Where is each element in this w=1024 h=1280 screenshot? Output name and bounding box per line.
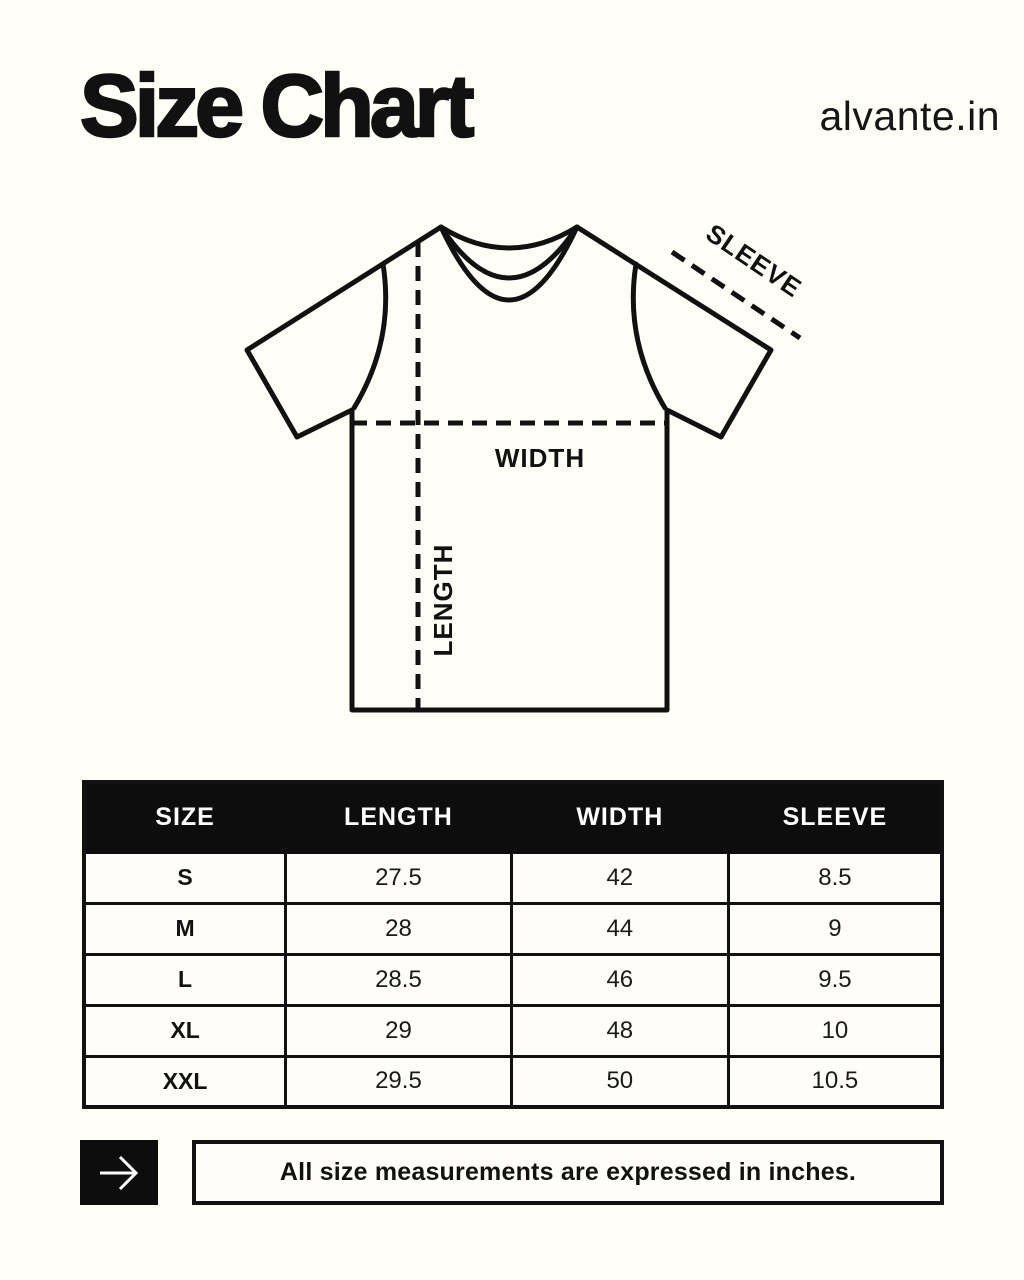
length-label: LENGTH	[428, 543, 458, 657]
note-text: All size measurements are expressed in inches.	[279, 1158, 857, 1186]
sleeve-cell: 8.5	[728, 852, 942, 903]
length-cell: 29	[286, 1005, 512, 1056]
sleeve-cell: 10	[728, 1005, 942, 1056]
table-row	[84, 903, 942, 954]
table-row	[84, 1056, 942, 1107]
table-row	[84, 954, 942, 1005]
length-cell: 28.5	[286, 954, 512, 1005]
width-cell: 48	[511, 1005, 728, 1056]
size-table	[82, 780, 944, 1109]
header-sleeve: SLEEVE	[728, 782, 942, 852]
table-row	[84, 852, 942, 903]
size-cell: XL	[84, 1005, 286, 1056]
sleeve-cell: 9	[728, 903, 942, 954]
header-length: LENGTH	[286, 782, 512, 852]
header-width: WIDTH	[511, 782, 728, 852]
table-row	[84, 1005, 942, 1056]
arrow-right-icon	[90, 1149, 148, 1197]
arrow-badge	[80, 1140, 158, 1205]
header-size: SIZE	[84, 782, 286, 852]
length-cell: 27.5	[286, 852, 512, 903]
size-cell: M	[84, 903, 286, 954]
sleeve-cell: 10.5	[728, 1056, 942, 1107]
tshirt-icon	[230, 205, 810, 720]
tshirt-measurement-diagram	[230, 205, 810, 720]
length-cell: 28	[286, 903, 512, 954]
brand-logo: alvante.in	[819, 93, 1000, 139]
width-label: WIDTH	[494, 443, 586, 473]
width-cell: 50	[511, 1056, 728, 1107]
width-cell: 42	[511, 852, 728, 903]
length-cell: 29.5	[286, 1056, 512, 1107]
width-cell: 44	[511, 903, 728, 954]
sleeve-cell: 9.5	[728, 954, 942, 1005]
table-header-row	[84, 782, 942, 852]
page-title: Size Chart	[80, 56, 471, 155]
width-cell: 46	[511, 954, 728, 1005]
size-cell: L	[84, 954, 286, 1005]
size-cell: S	[84, 852, 286, 903]
size-cell: XXL	[84, 1056, 286, 1107]
note-box	[192, 1140, 944, 1205]
sleeve-label: SLEEVE	[700, 217, 808, 304]
